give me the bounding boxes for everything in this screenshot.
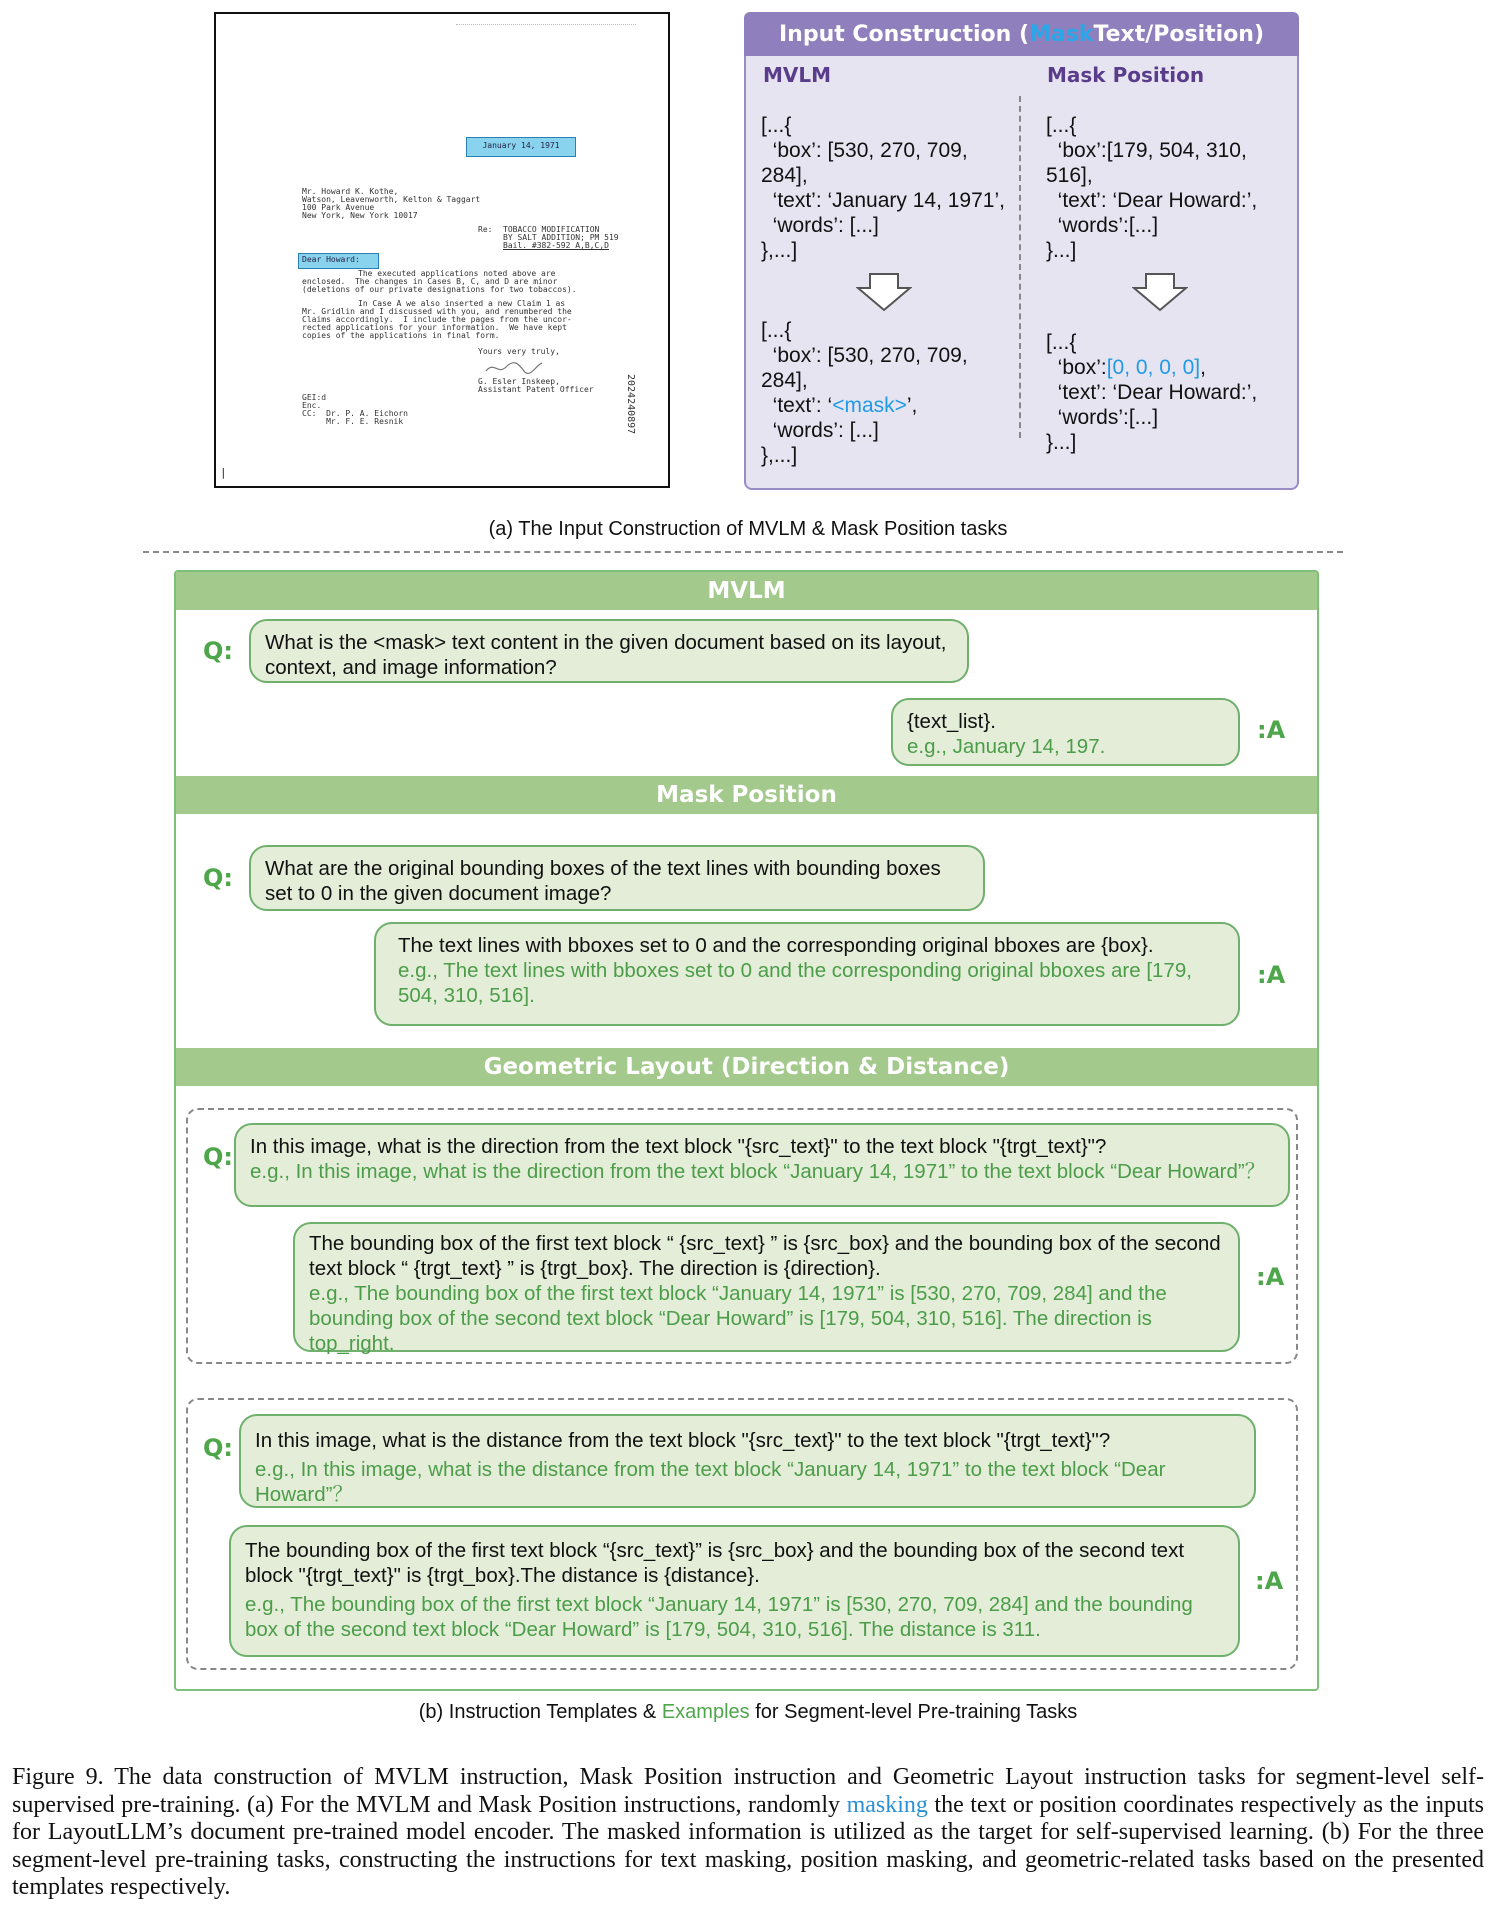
code-line: ‘words’:[...]: [1046, 406, 1159, 429]
mp-before-code: [1046, 113, 1257, 263]
mp-answer-bubble: [374, 922, 1240, 1026]
code-line: ‘box’: [530, 270, 709,: [761, 344, 968, 367]
direction-a-label: :A: [1256, 1263, 1285, 1291]
distance-answer-text: The bounding box of the first text block “{src_text}” is {src_box} and the bounding box of the second text block "{trgt_text}" is {trgt_box}.The distance is {distance}.: [245, 1539, 1185, 1587]
code-line: },...]: [761, 239, 798, 262]
code-line: }...]: [1046, 239, 1077, 262]
code-line-mask: [761, 393, 968, 418]
code-line: 284],: [761, 164, 808, 187]
caption-b-pre: (b) Instruction Templates &: [418, 1701, 662, 1723]
mask-token: <mask>: [832, 394, 907, 417]
figure-caption-post: the text or position coordinates respectively as the inputs for LayoutLLM’s document pre-trained model encoder. The masked information is utilized as the target for self-supervised learning. (b) For the three segment-level pre-training tasks, constructing the instructions for text masking, position masking, and geometric-related tasks based on the presented templates respectively.: [12, 1791, 1485, 1900]
letter-re-label: Re:: [478, 225, 493, 234]
letter-body-8: rected applications for your information. We have kept: [302, 323, 567, 332]
letter-initials-2: Enc.: [302, 401, 322, 410]
letter-initials-1: GEI:d: [302, 393, 327, 402]
mvlm-answer-text: {text_list}.: [907, 710, 996, 733]
code-line: [...{: [761, 114, 792, 137]
input-construction-header: [744, 12, 1299, 56]
letter-re-line-3: Bail. #382-592 A,B,C,D: [503, 241, 609, 250]
mvlm-answer-bubble: [891, 698, 1240, 766]
code-line: ‘words’:[...]: [1046, 214, 1159, 237]
mp-down-arrow-icon: [1132, 272, 1188, 312]
letter-closing: Yours very truly,: [478, 347, 560, 356]
section-divider: [143, 551, 1343, 553]
code-line: ‘text’: ‘January 14, 1971’,: [761, 189, 1005, 212]
code-line: ‘text’: ‘Dear Howard:’,: [1046, 381, 1258, 404]
header-text-pre: Input Construction (: [778, 21, 1030, 47]
mp-q-label: Q:: [203, 864, 233, 892]
letter-addressee-4: New York, New York 10017: [302, 211, 418, 220]
caption-b-post: for Segment-level Pre-training Tasks: [749, 1701, 1078, 1723]
code-line: ‘box’:[179, 504, 310,: [1046, 139, 1247, 162]
letter-salutation-highlight: Dear Howard:: [298, 253, 379, 269]
letter-body-3: (deletions of our private designations for two tobaccos).: [302, 285, 577, 294]
scan-mark-bottom: |: [220, 466, 227, 479]
code-line: [...{: [1046, 331, 1077, 354]
letter-date-highlight: January 14, 1971: [466, 137, 576, 157]
distance-answer-bubble: [229, 1525, 1240, 1657]
code-line: [...{: [1046, 114, 1077, 137]
code-line: ‘words’: [...]: [761, 419, 879, 442]
mvlm-question-text: What is the <mask> text content in the given document based on its layout, context, and image information?: [265, 631, 947, 679]
code-line-box: [1046, 355, 1257, 380]
code-line: 284],: [761, 369, 808, 392]
masked-box-value: [0, 0, 0, 0]: [1106, 356, 1201, 379]
mvlm-answer-example: e.g., January 14, 197.: [907, 735, 1106, 758]
mask-position-section-header: Mask Position: [176, 776, 1317, 814]
code-text-label: ‘text’: ‘: [761, 394, 833, 417]
column-divider: [1019, 96, 1021, 438]
caption-b-examples: Examples: [661, 1701, 750, 1723]
distance-question-bubble: [239, 1414, 1256, 1508]
distance-a-label: :A: [1255, 1567, 1284, 1595]
letter-body-1: The executed applications noted above are: [358, 269, 556, 278]
mvlm-q-label: Q:: [203, 637, 233, 665]
mp-answer-example: e.g., The text lines with bboxes set to 0 and the corresponding original bboxes are [179, 504, 310, 516].: [398, 959, 1192, 1007]
mvlm-down-arrow-icon: [856, 272, 912, 312]
code-line: },...]: [761, 444, 798, 467]
mvlm-question-bubble: [249, 619, 969, 683]
letter-signer-2: Assistant Patent Officer: [478, 385, 594, 394]
mp-after-code: [1046, 330, 1257, 455]
letter-signer-1: G. Esler Inskeep,: [478, 377, 560, 386]
mp-question-bubble: [249, 845, 985, 911]
mp-question-text: What are the original bounding boxes of the text lines with bounding boxes set to 0 in the given document image?: [265, 857, 941, 905]
direction-q-label: Q:: [203, 1143, 233, 1171]
distance-question-text: In this image, what is the distance from the text block "{src_text}" to the text block "{trgt_text}"?: [255, 1429, 1111, 1452]
code-box-label: ‘box’:: [1046, 356, 1107, 379]
figure-caption-pre: Figure 9. The data construction of MVLM instruction, Mask Position instruction and Geometric Layout instruction tasks for segment-level self-supervised pre-training. (a) For the MVLM and Mask Position instructions, randomly: [12, 1764, 1484, 1818]
distance-q-label: Q:: [203, 1434, 233, 1462]
direction-question-example: e.g., In this image, what is the direction from the text block “January 14, 1971” to the text block “Dear Howard”？: [250, 1160, 1266, 1183]
letter-body-9: copies of the applications in final form.: [302, 331, 500, 340]
mask-position-column-title: Mask Position: [1047, 63, 1205, 87]
geometric-section-header: Geometric Layout (Direction & Distance): [176, 1048, 1317, 1086]
code-line: ‘text’: ‘Dear Howard:’,: [1046, 189, 1258, 212]
letter-body-2: enclosed. The changes in Cases B, C, and D are minor: [302, 277, 558, 286]
letter-re-line-1: TOBACCO MODIFICATION: [503, 225, 600, 234]
letter-addressee-2: Watson, Leavenworth, Kelton & Taggart: [302, 195, 481, 204]
letter-body-7: Claims accordingly. I include the pages from the uncor-: [302, 315, 572, 324]
direction-question-bubble: [234, 1123, 1290, 1207]
letter-body-6: Mr. Gridlin and I discussed with you, and renumbered the: [302, 307, 572, 316]
direction-question-text: In this image, what is the direction from the text block "{src_text}" to the text block "{trgt_text}"?: [250, 1135, 1107, 1158]
code-line: ‘box’: [530, 270, 709,: [761, 139, 968, 162]
mvlm-after-code: [761, 318, 968, 468]
distance-answer-example: e.g., The bounding box of the first text block “January 14, 1971” is [530, 270, 709, 284] and the bounding box of the second text block “Dear Howard” is [179, 504, 310, 516]. The distance is 311.: [245, 1593, 1193, 1641]
letter-cc-2: Mr. F. E. Resnik: [302, 417, 404, 426]
letter-body-5: In Case A we also inserted a new Claim 1 as: [358, 299, 566, 308]
figure-caption: [12, 1764, 1484, 1902]
header-text-mask: Mask: [1029, 21, 1094, 47]
distance-question-example: e.g., In this image, what is the distance from the text block “January 14, 1971” to the text block “Dear Howard”？: [255, 1458, 1166, 1506]
scan-noise-line: [456, 24, 636, 25]
mvlm-section-header: MVLM: [176, 572, 1317, 610]
code-box-end: ,: [1200, 356, 1206, 379]
code-text-end: ’,: [906, 394, 918, 417]
scanned-letter-image: [214, 12, 670, 488]
mp-a-label: :A: [1257, 961, 1286, 989]
letter-addressee-1: Mr. Howard K. Kothe,: [302, 187, 399, 196]
mp-answer-text: The text lines with bboxes set to 0 and the corresponding original bboxes are {box}.: [398, 934, 1154, 957]
code-line: 516],: [1046, 164, 1093, 187]
letter-re-line-2: BY SALT ADDITION; PM 519: [503, 233, 619, 242]
caption-b: [0, 1701, 1496, 1724]
signature-scribble: [484, 359, 544, 377]
letter-side-number: 2024240897: [625, 374, 636, 435]
direction-answer-example: e.g., The bounding box of the first text block “January 14, 1971” is [530, 270, 709, 284] and the bounding box of the second text block “Dear Howard” is [179, 504, 310, 516]. The direction is top_right.: [309, 1282, 1167, 1355]
direction-answer-text: The bounding box of the first text block “ {src_text} ” is {src_box} and the bounding box of the second text block “ {trgt_text} ” is {trgt_box}. The direction is {direction}.: [309, 1232, 1221, 1280]
mvlm-a-label: :A: [1257, 716, 1286, 744]
mvlm-column-title: MVLM: [763, 63, 832, 87]
figure-caption-masking: masking: [846, 1791, 928, 1818]
direction-answer-bubble: [293, 1222, 1240, 1355]
caption-a: (a) The Input Construction of MVLM & Mask Position tasks: [488, 518, 1008, 540]
code-line: ‘words’: [...]: [761, 214, 879, 237]
code-line: }...]: [1046, 431, 1077, 454]
letter-addressee-3: 100 Park Avenue: [302, 203, 375, 212]
code-line: [...{: [761, 319, 792, 342]
mvlm-before-code: [761, 113, 1005, 263]
header-text-post: Text/Position): [1093, 21, 1265, 47]
letter-cc-1: CC: Dr. P. A. Eichorn: [302, 409, 408, 418]
